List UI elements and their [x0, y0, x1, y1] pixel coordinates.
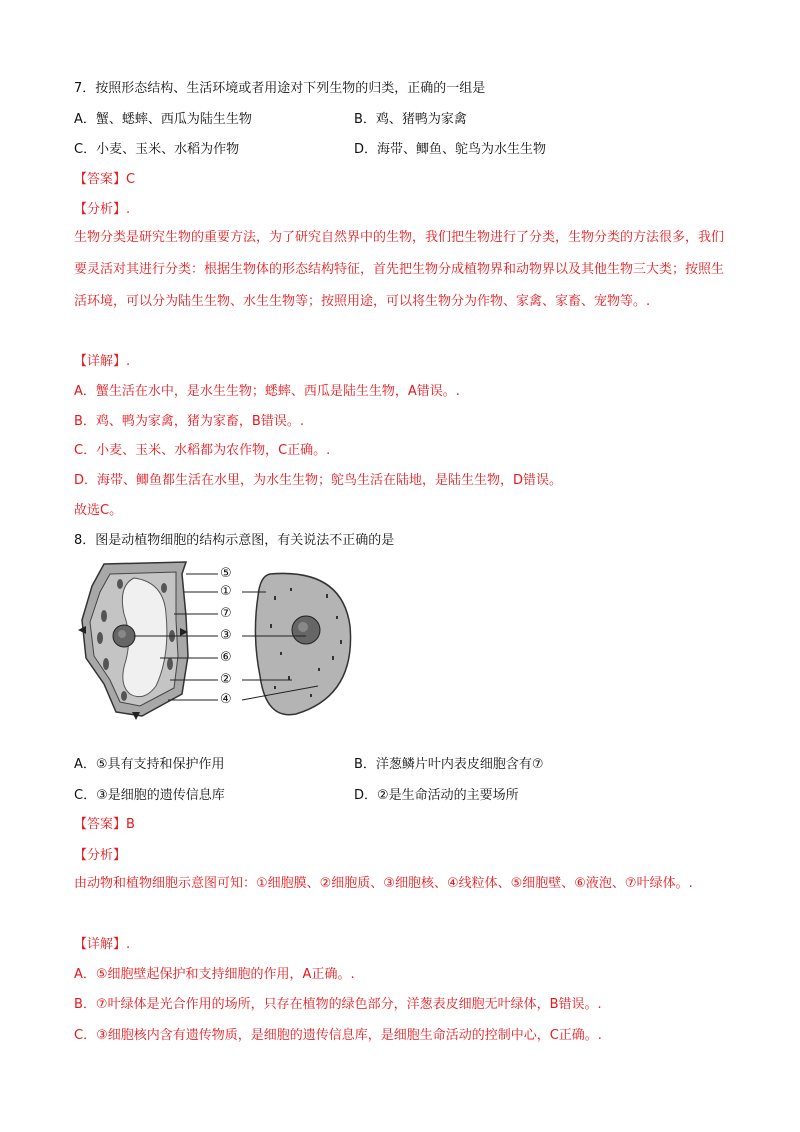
q8-stem: 8．图是动植物细胞的结构示意图，有关说法不正确的是 — [74, 533, 395, 548]
figure-label-7: ⑦ — [220, 606, 232, 621]
q7-stem: 7．按照形态结构、生活环境或者用途对下列生物的归类，正确的一组是 — [74, 81, 486, 96]
figure-label-4: ④ — [220, 692, 232, 707]
q8-analysis-text: 由动物和植物细胞示意图可知：①细胞膜、②细胞质、③细胞核、④线粒体、⑤细胞壁、⑥液泡、⑦叶绿体。. — [74, 876, 693, 891]
q7-option-a: A．蟹、蟋蟀、西瓜为陆生生物 — [74, 112, 252, 127]
q7-option-c: C．小麦、玉米、水稻为作物 — [74, 142, 240, 157]
q8-option-b: B．洋葱鳞片叶内表皮细胞含有⑦ — [354, 757, 544, 772]
q8-option-c: C．③是细胞的遗传信息库 — [74, 788, 225, 803]
q7-option-d: D．海带、鲫鱼、鸵鸟为水生生物 — [354, 142, 547, 157]
q8-detail-a: A．⑤细胞壁起保护和支持细胞的作用，A正确。. — [74, 967, 355, 982]
q8-detail-label: 【详解】. — [74, 937, 131, 952]
q7-analysis-label: 【分析】. — [74, 202, 131, 217]
q7-detail-c: C．小麦、玉米、水稻都为农作物，C正确。. — [74, 443, 331, 458]
q7-detail-d: D．海带、鲫鱼都生活在水里，为水生生物；鸵鸟生活在陆地，是陆生生物，D错误。 — [74, 473, 563, 488]
figure-label-2: ② — [220, 672, 232, 687]
q7-conclusion: 故选C。 — [74, 503, 123, 518]
q7-option-b: B．鸡、猪鸭为家禽 — [354, 112, 467, 127]
q8-answer: 【答案】B — [74, 817, 135, 832]
q7-detail-b: B．鸡、鸭为家禽，猪为家畜，B错误。. — [74, 414, 304, 429]
q7-detail-a: A．蟹生活在水中，是水生生物；蟋蟀、西瓜是陆生生物，A错误。. — [74, 384, 460, 399]
figure-label-1: ① — [220, 584, 232, 599]
figure-label-3: ③ — [220, 628, 232, 643]
q7-answer: 【答案】C — [74, 172, 136, 187]
q8-detail-c: C．③细胞核内含有遗传物质，是细胞的遗传信息库，是细胞生命活动的控制中心，C正确。. — [74, 1028, 602, 1043]
q8-detail-b: B．⑦叶绿体是光合作用的场所，只存在植物的绿色部分，洋葱表皮细胞无叶绿体，B错误。. — [74, 997, 602, 1012]
q8-option-a: A．⑤具有支持和保护作用 — [74, 757, 225, 772]
q7-detail-label: 【详解】. — [74, 354, 131, 369]
q7-analysis-text: 生物分类是研究生物的重要方法，为了研究自然界中的生物，我们把生物进行了分类，生物分类的方法很多，我们要灵活对其进行分类：根据生物体的形态结构特征，首先把生物分成植物界和动物界以及其他生物三大类；按照生活环境，可以分为陆生生物、水生生物等；按照用途，可以将生物分为作物、家禽、家畜、宠物等。. — [74, 230, 725, 309]
figure-label-6: ⑥ — [220, 650, 232, 665]
cell-structure-diagram — [74, 556, 374, 728]
figure-label-5: ⑤ — [220, 566, 232, 581]
q8-option-d: D．②是生命活动的主要场所 — [354, 788, 519, 803]
q8-analysis-label: 【分析】 — [74, 848, 127, 863]
